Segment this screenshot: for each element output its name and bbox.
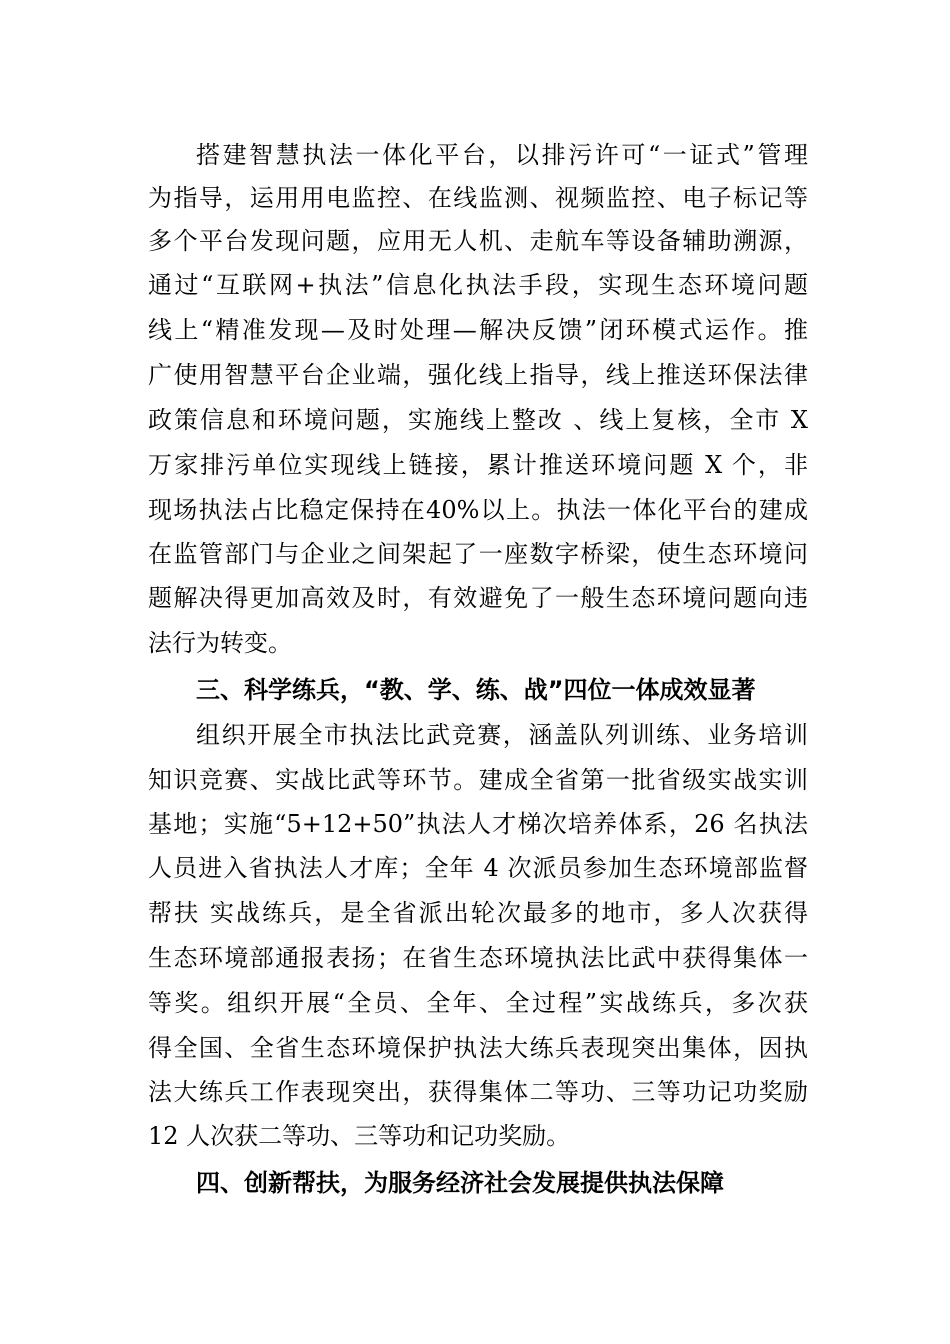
paragraph-line: 题解决得更加高效及时，有效避免了一般生态环境问题向违 bbox=[148, 584, 808, 612]
paragraph-line: 为指导，运用用电监控、在线监测、视频监控、电子标记等 bbox=[148, 184, 808, 212]
paragraph-line: 等奖。组织开展“全员、全年、全过程”实战练兵，多次获 bbox=[148, 989, 808, 1017]
paragraph-line: 广使用智慧平台企业端，强化线上指导，线上推送环保法律 bbox=[148, 361, 808, 389]
paragraph-line: 组织开展全市执法比武竞赛，涵盖队列训练、业务培训 bbox=[196, 721, 808, 749]
paragraph-line: 在监管部门与企业之间架起了一座数字桥梁，使生态环境问 bbox=[148, 540, 808, 568]
paragraph-line: 基地；实施“5+12+50”执法人才梯次培养体系，26 名执法 bbox=[148, 810, 808, 838]
paragraph-line: 法行为转变。 bbox=[148, 629, 292, 657]
paragraph-line: 12 人次获二等功、三等功和记功奖励。 bbox=[148, 1122, 571, 1150]
paragraph-line: 得全国、全省生态环境保护执法大练兵表现突出集体，因执 bbox=[148, 1034, 808, 1062]
paragraph-line: 政策信息和环境问题，实施线上整改 、线上复核，全市 X bbox=[148, 406, 808, 434]
paragraph-line: 通过“互联网+执法”信息化执法手段，实现生态环境问题 bbox=[148, 271, 808, 299]
paragraph-line: 帮扶 实战练兵，是全省派出轮次最多的地市，多人次获得 bbox=[148, 899, 808, 927]
paragraph-line: 万家排污单位实现线上链接，累计推送环境问题 X 个，非 bbox=[148, 451, 808, 479]
paragraph-line: 法大练兵工作表现突出，获得集体二等功、三等功记功奖励 bbox=[148, 1078, 808, 1106]
paragraph-line: 现场执法占比稳定保持在40%以上。执法一体化平台的建成 bbox=[148, 496, 808, 524]
paragraph-line: 搭建智慧执法一体化平台，以排污许可“一证式”管理 bbox=[196, 141, 808, 169]
paragraph-line: 知识竞赛、实战比武等环节。建成全省第一批省级实战实训 bbox=[148, 766, 808, 794]
paragraph-line: 生态环境部通报表扬；在省生态环境执法比武中获得集体一 bbox=[148, 944, 808, 972]
paragraph-line: 多个平台发现问题，应用无人机、走航车等设备辅助溯源， bbox=[148, 227, 808, 255]
paragraph-line: 人员进入省执法人才库；全年 4 次派员参加生态环境部监督 bbox=[148, 854, 808, 882]
paragraph-line: 线上“精准发现—及时处理—解决反馈”闭环模式运作。推 bbox=[148, 316, 808, 344]
section-heading-3: 三、科学练兵，“教、学、练、战”四位一体成效显著 bbox=[196, 676, 756, 704]
section-heading-4: 四、创新帮扶，为服务经济社会发展提供执法保障 bbox=[196, 1169, 724, 1197]
